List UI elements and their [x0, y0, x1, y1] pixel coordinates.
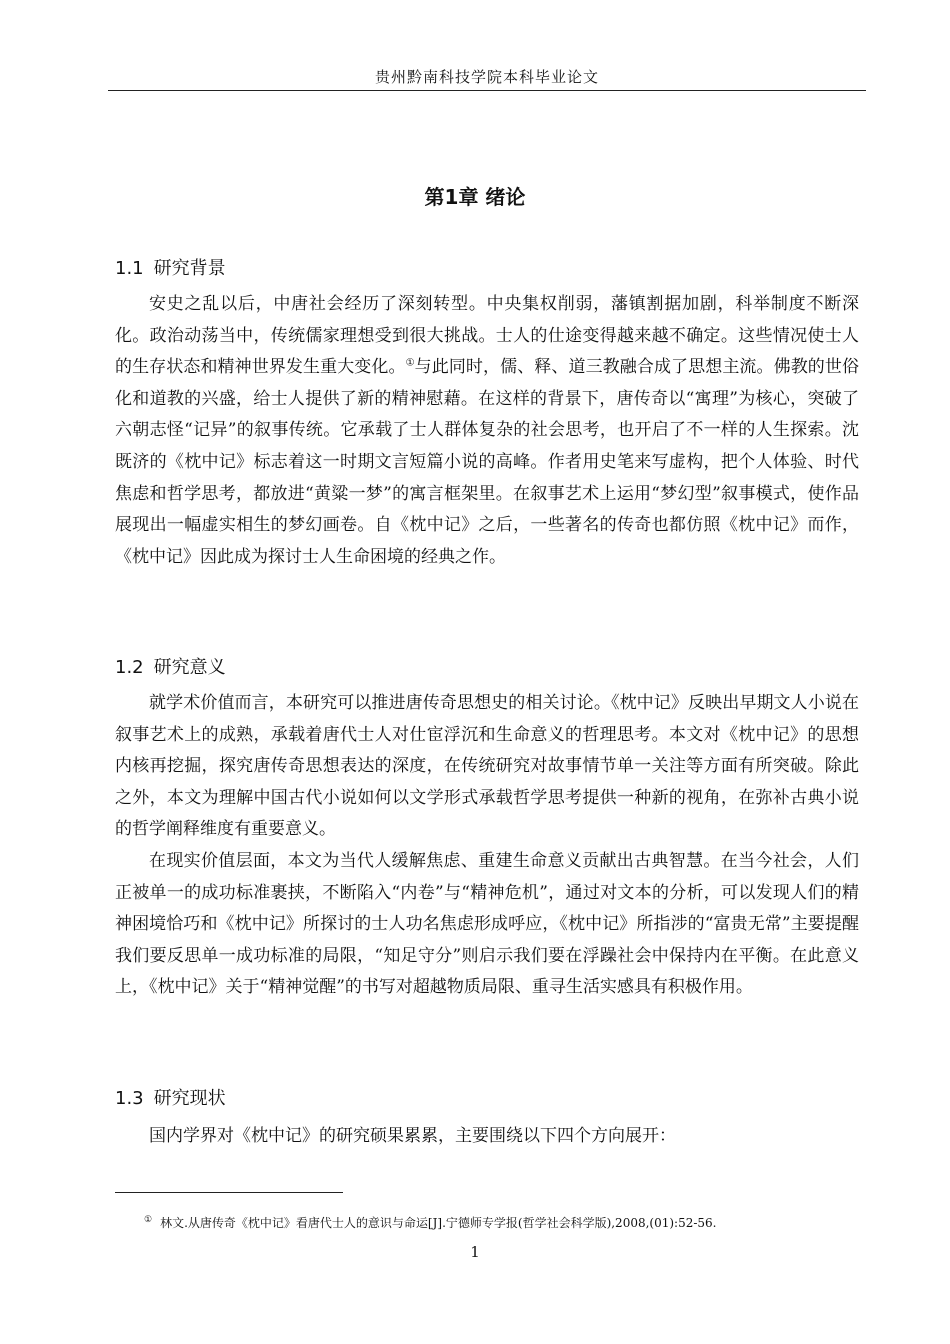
paragraph-background [115, 289, 859, 573]
page-header [108, 66, 866, 91]
page-number: 1 [470, 1243, 480, 1261]
chapter-title: 第1章 绪论 [424, 185, 526, 209]
section-number: 1.1 [115, 258, 144, 279]
header-title: 贵州黔南科技学院本科毕业论文 [374, 68, 599, 86]
section-title: 研究背景 [153, 258, 226, 279]
footnote-reference[interactable]: ① [405, 357, 415, 369]
paragraph-research-status: 国内学界对《枕中记》的研究硕果累累，主要围绕以下四个方向展开： [149, 1126, 676, 1146]
paragraph-text: 与此同时，儒、释、道三教融合成了思想主流。佛教的世俗化和道教的兴盛，给士人提供了新的精神慰藉。在这样的背景下，唐传奇以“寓理”为核心，突破了六朝志怪“记异”的叙事传统。它承载了士人群体复杂的社会思考，也开启了不一样的人生探索。沈既济的《枕中记》标志着这一时期文言短篇小说的高峰。作者用史笔来写虚构，把个人体验、时代焦虑和哲学思考，都放进“黄粱一梦”的寓言框架里。在叙事艺术上运用“梦幻型”叙事模式，使作品展现出一幅虚实相生的梦幻画卷。自《枕中记》之后，一些著名的传奇也都仿照《枕中记》而作，《枕中记》因此成为探讨士人生命困境的经典之作。 [115, 357, 859, 567]
paragraph-academic-value: 就学术价值而言，本研究可以推进唐传奇思想史的相关讨论。《枕中记》反映出早期文人小说在叙事艺术上的成熟，承载着唐代士人对仕宦浮沉和生命意义的哲理思考。本文对《枕中记》的思想内核再挖掘，探究唐传奇思想表达的深度，在传统研究对故事情节单一关注等方面有所突破。除此之外，本文为理解中国古代小说如何以文学形式承载哲学思考提供一种新的视角，在弥补古典小说的哲学阐释维度有重要意义。 [115, 693, 859, 840]
section-number: 1.2 [115, 657, 144, 678]
section-title: 研究意义 [153, 657, 226, 678]
section-heading-1-1 [115, 254, 226, 280]
section-heading-1-2 [115, 653, 226, 679]
footnote [144, 1212, 864, 1231]
footnote-divider [115, 1192, 343, 1193]
paragraph-practical-value: 在现实价值层面，本文为当代人缓解焦虑、重建生命意义贡献出古典智慧。在当今社会，人们正被单一的成功标准裹挟，不断陷入“内卷”与“精神危机”，通过对文本的分析，可以发现人们的精神困境恰巧和《枕中记》所探讨的士人功名焦虑形成呼应，《枕中记》所指涉的“富贵无常”主要提醒我们要反思单一成功标准的局限，“知足守分”则启示我们要在浮躁社会中保持内在平衡。在此意义上，《枕中记》关于“精神觉醒”的书写对超越物质局限、重寻生活实感具有积极作用。 [115, 851, 859, 998]
paragraph-text: 安史之乱以后，中唐社会经历了深刻转型。中央集权削弱，藩镇割据加剧，科举制度不断深化。政治动荡当中，传统儒家理想受到很大挑战。士人的仕途变得越来越不确定。这些情况使士人的生存状态和精神世界发生重大变化。 [115, 294, 859, 378]
section-heading-1-3 [115, 1084, 226, 1110]
section-number: 1.3 [115, 1088, 144, 1109]
section-title: 研究现状 [153, 1088, 226, 1109]
footnote-text: 林文.从唐传奇《枕中记》看唐代士人的意识与命运[J].宁德师专学报(哲学社会科学版),2008,(01):52-56. [160, 1216, 717, 1230]
footnote-mark: ① [144, 1215, 153, 1225]
